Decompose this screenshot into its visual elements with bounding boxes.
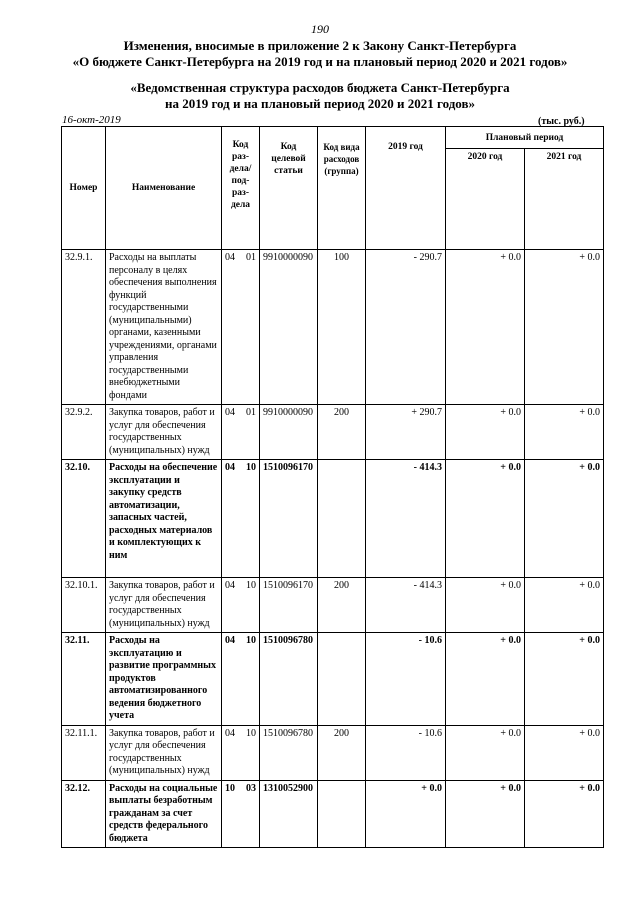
row-value-2021: + 0.0 — [525, 633, 604, 726]
subsection-code: 01 — [246, 407, 256, 418]
header-name: Наименование — [106, 127, 222, 250]
row-expense-type — [318, 780, 366, 848]
page-number: 190 — [311, 22, 329, 36]
row-section-code — [222, 725, 260, 780]
row-number: 32.11. — [62, 633, 106, 726]
row-value-2020: + 0.0 — [446, 250, 525, 405]
row-value-2021: + 0.0 — [525, 405, 604, 460]
table-row — [62, 250, 604, 405]
section-code: 04 — [225, 635, 235, 646]
header-2021: 2021 год — [525, 149, 604, 250]
row-name: Расходы на обеспечение эксплуатации и закупку средств автоматизации, запасных частей, расходных материалов и комплектующих к ним — [106, 460, 222, 578]
subsection-code: 03 — [246, 782, 256, 794]
row-value-2021: + 0.0 — [525, 578, 604, 633]
row-value-2019: - 290.7 — [366, 250, 446, 405]
row-value-2020: + 0.0 — [446, 780, 525, 848]
row-target-code: 1510096170 — [260, 460, 318, 578]
section-code: 04 — [225, 580, 235, 591]
row-name: Закупка товаров, работ и услуг для обеспечения государственных (муниципальных) нужд — [106, 725, 222, 780]
row-section-code — [222, 250, 260, 405]
row-target-code: 9910000090 — [260, 405, 318, 460]
subsection-code: 10 — [246, 580, 256, 591]
row-number: 32.9.1. — [62, 250, 106, 405]
header-planned: Плановый период — [446, 127, 604, 149]
row-value-2019: + 0.0 — [366, 780, 446, 848]
row-value-2019: - 10.6 — [366, 633, 446, 726]
subtitle-line: «Ведомственная структура расходов бюджета Санкт-Петербурга — [130, 80, 510, 95]
section-code: 04 — [225, 252, 235, 263]
budget-table — [61, 126, 604, 848]
row-number: 32.12. — [62, 780, 106, 848]
row-target-code: 9910000090 — [260, 250, 318, 405]
row-expense-type — [318, 633, 366, 726]
row-target-code: 1510096170 — [260, 578, 318, 633]
row-section-code — [222, 633, 260, 726]
row-number: 32.10. — [62, 460, 106, 578]
row-value-2021: + 0.0 — [525, 780, 604, 848]
header-number: Номер — [62, 127, 106, 250]
row-value-2021: + 0.0 — [525, 725, 604, 780]
subtitle-line: на 2019 год и на плановый период 2020 и 2021 годов» — [164, 96, 475, 111]
row-section-code — [222, 780, 260, 848]
row-value-2020: + 0.0 — [446, 460, 525, 578]
row-value-2020: + 0.0 — [446, 633, 525, 726]
table-row — [62, 460, 604, 578]
row-number: 32.10.1. — [62, 578, 106, 633]
section-code: 04 — [225, 462, 235, 473]
row-expense-type: 100 — [318, 250, 366, 405]
row-value-2021: + 0.0 — [525, 460, 604, 578]
table-row — [62, 578, 604, 633]
row-value-2020: + 0.0 — [446, 725, 525, 780]
table-row — [62, 633, 604, 726]
unit-label: (тыс. руб.) — [538, 116, 585, 127]
row-target-code: 1510096780 — [260, 633, 318, 726]
row-value-2019: - 10.6 — [366, 725, 446, 780]
row-section-code — [222, 460, 260, 578]
subsection-code: 01 — [246, 252, 256, 263]
table-row — [62, 405, 604, 460]
subsection-code: 10 — [246, 727, 256, 739]
row-value-2021: + 0.0 — [525, 250, 604, 405]
row-value-2020: + 0.0 — [446, 405, 525, 460]
header-2019: 2019 год — [366, 127, 446, 250]
row-section-code — [222, 405, 260, 460]
row-expense-type: 200 — [318, 578, 366, 633]
row-name: Расходы на социальные выплаты безработным гражданам за счет средств федерального бюджета — [106, 780, 222, 848]
row-value-2019: - 414.3 — [366, 460, 446, 578]
row-value-2019: + 290.7 — [366, 405, 446, 460]
row-name: Закупка товаров, работ и услуг для обеспечения государственных (муниципальных) нужд — [106, 405, 222, 460]
section-code: 10 — [225, 782, 235, 794]
header-section: Код раз- дела/ под- раз- дела — [222, 127, 260, 250]
header-expense-type: Код вида расходов (группа) — [318, 127, 366, 250]
row-number: 32.9.2. — [62, 405, 106, 460]
row-target-code: 1510096780 — [260, 725, 318, 780]
header-target: Код целевой статьи — [260, 127, 318, 250]
table-row — [62, 725, 604, 780]
row-name: Расходы на эксплуатацию и развитие программных продуктов автоматизированного ведения бюджетного учета — [106, 633, 222, 726]
section-code: 04 — [225, 407, 235, 418]
row-expense-type: 200 — [318, 725, 366, 780]
title-line: «О бюджете Санкт-Петербурга на 2019 год и на плановый период 2020 и 2021 годов» — [72, 54, 568, 69]
row-section-code — [222, 578, 260, 633]
row-value-2020: + 0.0 — [446, 578, 525, 633]
row-name: Закупка товаров, работ и услуг для обеспечения государственных (муниципальных) нужд — [106, 578, 222, 633]
row-value-2019: - 414.3 — [366, 578, 446, 633]
row-name: Расходы на выплаты персоналу в целях обеспечения выполнения функций государственными (муниципальными) органами, казенными учреждениями, органами управления государственными внебюджетными фондами — [106, 250, 222, 405]
title-line: Изменения, вносимые в приложение 2 к Закону Санкт-Петербурга — [123, 38, 517, 53]
document-title — [0, 38, 640, 70]
row-expense-type: 200 — [318, 405, 366, 460]
row-number: 32.11.1. — [62, 725, 106, 780]
section-code: 04 — [225, 727, 235, 739]
document-subtitle — [0, 80, 640, 112]
header-2020: 2020 год — [446, 149, 525, 250]
row-expense-type — [318, 460, 366, 578]
subsection-code: 10 — [246, 635, 256, 646]
subsection-code: 10 — [246, 462, 256, 473]
table-row — [62, 780, 604, 848]
document-date: 16-окт-2019 — [62, 114, 121, 126]
row-target-code: 1310052900 — [260, 780, 318, 848]
